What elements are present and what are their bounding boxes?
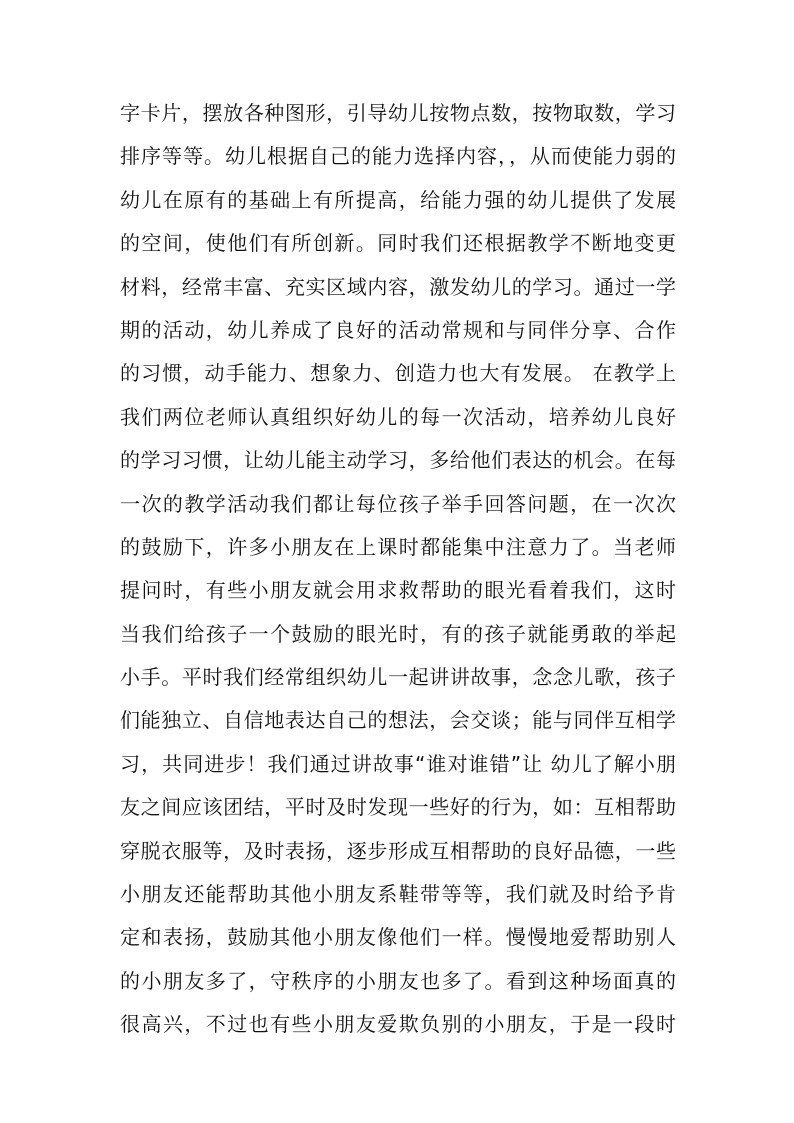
text-line: 穿脱衣服等，及时表扬，逐步形成互相帮助的良好品德，一些	[120, 838, 676, 863]
text-line: 期的活动，幼儿养成了良好的活动常规和与同伴分享、合作	[120, 317, 676, 342]
text-line: 排序等等。幼儿根据自己的能力选择内容，，从而使能力弱的	[120, 144, 676, 169]
text-line: 当我们给孩子一个鼓励的眼光时，有的孩子就能勇敢的举起	[120, 621, 676, 646]
text-line: 的小朋友多了，守秩序的小朋友也多了。看到这种场面真的	[120, 968, 676, 993]
text-line: 定和表扬，鼓励其他小朋友像他们一样。慢慢地爱帮助别人	[120, 925, 676, 950]
text-line: 小手。平时我们经常组织幼儿一起讲讲故事，念念儿歌，孩子	[120, 665, 676, 690]
text-line: 一次的教学活动我们都让每位孩子举手回答问题，在一次次	[120, 491, 676, 516]
text-line: 们能独立、自信地表达自己的想法，会交谈；能与同伴互相学	[120, 708, 676, 733]
text-line: 我们两位老师认真组织好幼儿的每一次活动，培养幼儿良好	[120, 404, 676, 429]
text-line: 提问时，有些小朋友就会用求救帮助的眼光看着我们，这时	[120, 578, 676, 603]
text-line: 的学习习惯，让幼儿能主动学习，多给他们表达的机会。在每	[120, 448, 676, 473]
text-line: 幼儿在原有的基础上有所提高，给能力强的幼儿提供了发展	[120, 187, 676, 212]
text-line: 材料，经常丰富、充实区域内容，激发幼儿的学习。通过一学	[120, 274, 676, 299]
text-line: 友之间应该团结，平时及时发现一些好的行为，如：互相帮助	[120, 795, 676, 820]
text-line: 的习惯，动手能力、想象力、创造力也大有发展。 在教学上	[120, 361, 676, 386]
text-line: 的空间，使他们有所创新。同时我们还根据教学不断地变更	[120, 231, 676, 256]
text-line: 字卡片，摆放各种图形，引导幼儿按物点数，按物取数，学习	[120, 101, 676, 125]
text-line: 小朋友还能帮助其他小朋友系鞋带等等，我们就及时给予肯	[120, 882, 676, 907]
body-text	[120, 92, 676, 1047]
text-line: 的鼓励下，许多小朋友在上课时都能集中注意力了。当老师	[120, 534, 676, 559]
text-line: 习，共同进步！我们通过讲故事“谁对谁错”让 幼儿了解小朋	[120, 751, 676, 776]
text-line: 很高兴，不过也有些小朋友爱欺负别的小朋友，于是一段时	[120, 1012, 676, 1037]
